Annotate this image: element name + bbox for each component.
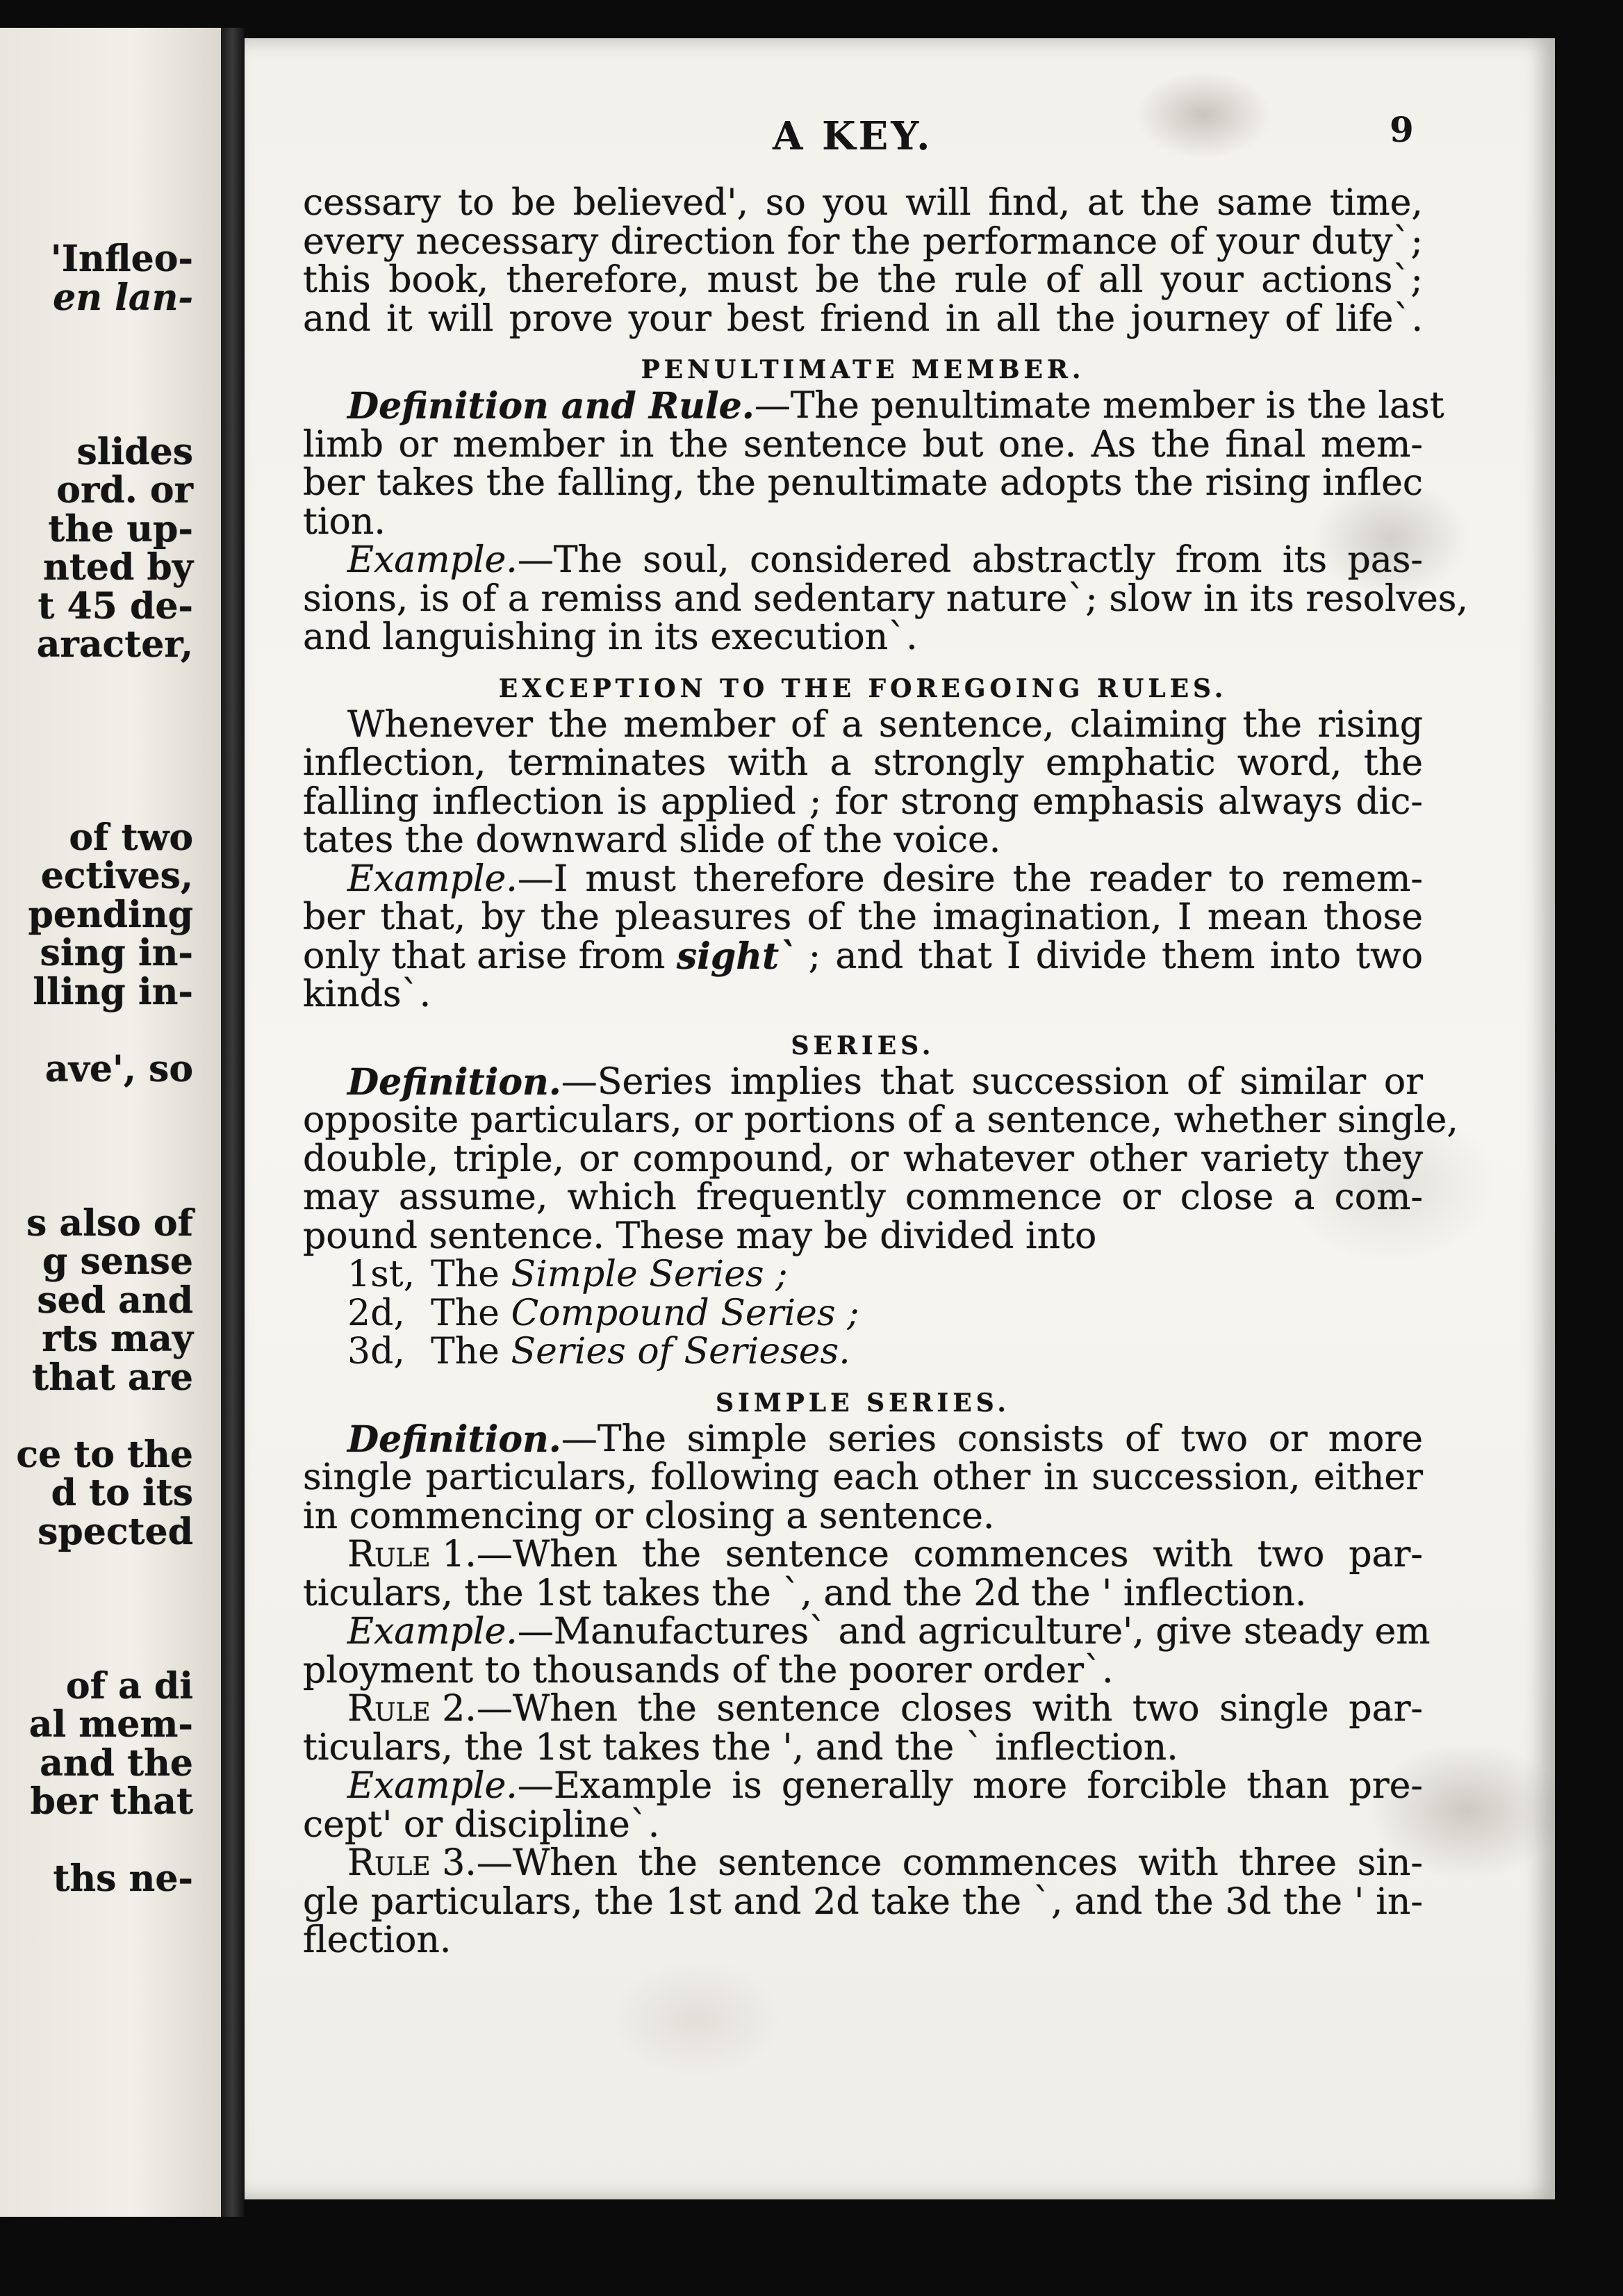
left-page-text-fragment: nted by xyxy=(43,546,193,589)
text-line xyxy=(303,780,1423,823)
left-page-text-fragment: aracter, xyxy=(36,623,193,666)
text-run: limb or member in the sentence but one. As the final mem- xyxy=(303,423,1423,466)
text-run: gle particulars, the 1st and 2d take the `, and the 3d the ' in- xyxy=(303,1880,1423,1923)
word: the xyxy=(1140,182,1200,224)
text-line xyxy=(303,1176,1423,1218)
word: your xyxy=(628,297,711,340)
word: all xyxy=(1098,259,1144,301)
left-page-text-fragment: of a di xyxy=(65,1664,193,1707)
list-item xyxy=(303,1256,1423,1295)
word: duty`; xyxy=(1311,220,1423,263)
text-line xyxy=(303,1921,1423,1960)
left-page-text-fragment: ce to the xyxy=(16,1433,193,1476)
example-label: Example. xyxy=(347,858,518,900)
text-line xyxy=(303,464,1423,503)
word: performance xyxy=(922,220,1157,263)
text-line xyxy=(303,261,1423,300)
text-line xyxy=(303,385,1444,427)
word: therefore, xyxy=(506,259,690,301)
text-run: tates the downward slide of the voice. xyxy=(303,819,1001,861)
text-run: —When the sentence closes with two single par- xyxy=(476,1688,1423,1730)
left-page-text-fragment: al mem- xyxy=(28,1703,193,1746)
text-run: flection. xyxy=(303,1919,452,1961)
definition-label: Definition. xyxy=(347,1060,561,1104)
text-line xyxy=(303,618,1423,657)
section-heading-series: SERIES. xyxy=(791,1031,935,1060)
text-line xyxy=(303,744,1423,783)
text-run: inflection, terminates with a strongly emphatic word, the xyxy=(303,742,1423,784)
text-run: pound sentence. These may be divided into xyxy=(303,1215,1097,1257)
list-number: 1st, xyxy=(347,1254,415,1295)
word: to xyxy=(458,182,495,224)
left-page-text-fragment: sed and xyxy=(37,1279,193,1322)
example-label: Example. xyxy=(347,539,518,581)
left-page-text-fragment: that are xyxy=(32,1356,193,1399)
section-heading-penultimate: PENULTIMATE MEMBER. xyxy=(641,355,1085,384)
text-run: The xyxy=(431,1331,500,1372)
example-label: Example. xyxy=(347,1611,518,1653)
word: the xyxy=(851,220,911,263)
text-line xyxy=(303,1140,1423,1179)
word: must xyxy=(707,259,798,301)
text-line xyxy=(303,577,1468,620)
text-line xyxy=(303,541,1423,580)
word: you xyxy=(823,182,889,224)
rule-label: Rule 2. xyxy=(347,1688,477,1730)
left-page-text-fragment: s also of xyxy=(26,1202,193,1245)
word: in xyxy=(945,297,980,340)
series-name: Compound Series ; xyxy=(511,1292,859,1334)
text-line xyxy=(303,1099,1458,1141)
left-page-text-fragment: d to its xyxy=(51,1472,193,1514)
previous-page-fragment xyxy=(0,28,221,2217)
book-gutter xyxy=(221,28,245,2217)
text-line xyxy=(303,703,1423,746)
intro-paragraph xyxy=(303,184,1423,338)
text-line xyxy=(303,1420,1423,1459)
text-line xyxy=(303,1217,1423,1256)
word: find, xyxy=(988,182,1071,224)
text-line xyxy=(303,1844,1423,1883)
word: actions`; xyxy=(1261,259,1423,301)
word: of xyxy=(1045,259,1081,301)
list-item xyxy=(303,1333,1423,1372)
text-line xyxy=(303,1060,1423,1104)
text-run: double, triple, or compound, or whatever other variety they xyxy=(303,1138,1423,1180)
left-page-text-fragment: spected xyxy=(38,1510,193,1553)
left-page-text-fragment: the up- xyxy=(48,507,193,550)
text-run: and languishing in its execution`. xyxy=(303,616,918,658)
word: cessary xyxy=(303,182,441,224)
text-run: ; and that I divide them into two xyxy=(808,935,1423,977)
text-run: falling inflection is applied ; for strong emphasis always dic- xyxy=(303,780,1423,823)
definition-label: Definition and Rule. xyxy=(347,385,755,427)
text-run: only that arise from xyxy=(303,935,666,977)
list-number: 2d, xyxy=(347,1292,405,1334)
text-run: —Example is generally more forcible than pre- xyxy=(517,1765,1423,1807)
text-line xyxy=(303,500,1423,543)
page-header xyxy=(245,109,1555,162)
text-line xyxy=(303,860,1423,899)
text-line xyxy=(303,1572,1423,1614)
word: be xyxy=(511,182,557,224)
text-run: sions, is of a remiss and sedentary nature`; slow in its resolves, xyxy=(303,577,1468,620)
list-number: 3d, xyxy=(347,1331,405,1372)
text-run: tion. xyxy=(303,500,386,543)
left-page-text-fragment: pending xyxy=(28,893,193,936)
left-page-text-fragment: ectives, xyxy=(40,855,193,897)
text-run: —When the sentence commences with two par- xyxy=(476,1534,1423,1575)
word: all xyxy=(996,297,1041,340)
word: of xyxy=(1285,297,1320,340)
word: and xyxy=(303,297,371,340)
running-title: A KEY. xyxy=(773,113,933,159)
text-run: —When the sentence commences with three sin- xyxy=(476,1842,1423,1884)
left-page-text-fragment: sing in- xyxy=(40,932,193,974)
word: every xyxy=(303,220,404,263)
word: so xyxy=(765,182,806,224)
text-run: —The penultimate member is the last xyxy=(754,385,1444,427)
text-line xyxy=(303,937,1423,976)
left-page-text-fragment: ave', so xyxy=(44,1047,193,1090)
rule-label: Rule 1. xyxy=(347,1534,477,1575)
text-line xyxy=(303,1690,1423,1729)
text-line xyxy=(303,1611,1431,1653)
left-page-text-fragment: ord. or xyxy=(56,469,193,511)
word: it xyxy=(386,297,413,340)
left-page-text-fragment: ber that xyxy=(30,1780,193,1823)
page-number: 9 xyxy=(1390,109,1414,150)
word: your xyxy=(1217,220,1300,263)
text-line xyxy=(303,896,1423,938)
text-line xyxy=(303,1880,1423,1923)
text-line xyxy=(303,1726,1423,1769)
text-run: may assume, which frequently commence or close a com- xyxy=(303,1176,1423,1218)
left-page-text-fragment: lling in- xyxy=(33,970,193,1013)
text-run: single particulars, following each other in succession, either xyxy=(303,1457,1423,1498)
word: your xyxy=(1160,259,1244,301)
word: journey xyxy=(1130,297,1269,340)
text-run: ber that, by the pleasures of the imagination, I mean those xyxy=(303,896,1423,938)
word: book, xyxy=(388,259,489,301)
series-name: Series of Serieses. xyxy=(511,1331,850,1372)
word: best xyxy=(727,297,805,340)
emphasis-word: sight` xyxy=(676,935,798,978)
left-page-text-fragment: rts may xyxy=(42,1318,193,1360)
book-page xyxy=(245,38,1555,2199)
word: believed', xyxy=(572,182,749,224)
text-run: ployment to thousands of the poorer order`. xyxy=(303,1649,1114,1691)
text-line xyxy=(303,1495,1423,1537)
left-page-text-fragment: 'Infleo- xyxy=(50,238,193,280)
text-line xyxy=(303,1459,1423,1498)
left-page-text-fragment: t 45 de- xyxy=(38,584,193,628)
rule-label: Rule 3. xyxy=(347,1842,477,1884)
word: this xyxy=(303,259,371,301)
text-line xyxy=(303,821,1423,860)
text-run: opposite particulars, or portions of a sentence, whether single, xyxy=(303,1099,1458,1141)
word: rule xyxy=(954,259,1028,301)
text-run: —The simple series consists of two or more xyxy=(561,1418,1423,1460)
section-heading-exception: EXCEPTION TO THE FOREGOING RULES. xyxy=(498,673,1228,703)
text-run: in commencing or closing a sentence. xyxy=(303,1495,995,1537)
text-line xyxy=(303,1536,1423,1575)
word: direction xyxy=(610,220,775,263)
left-page-text-fragment: and the xyxy=(40,1741,193,1785)
text-run: —I must therefore desire the reader to remem- xyxy=(517,858,1423,900)
text-run: cept' or discipline`. xyxy=(303,1803,660,1846)
left-page-text-fragment: ths ne- xyxy=(53,1858,193,1900)
word: will xyxy=(905,182,971,224)
text-run: kinds`. xyxy=(303,974,431,1015)
example-label: Example. xyxy=(347,1765,518,1807)
text-line xyxy=(303,423,1423,466)
text-run: The xyxy=(431,1254,500,1295)
left-page-text-fragment: g sense xyxy=(42,1240,193,1283)
text-line xyxy=(303,1803,1423,1846)
text-run: ber takes the falling, the penultimate adopts the rising inflec xyxy=(303,462,1423,504)
text-run: Whenever the member of a sentence, claiming the rising xyxy=(347,703,1423,746)
word: same xyxy=(1217,182,1313,224)
word: the xyxy=(878,259,937,301)
text-run: —The soul, considered abstractly from its pas- xyxy=(517,539,1423,581)
word: the xyxy=(1055,297,1116,340)
text-line xyxy=(303,976,1423,1015)
page-text xyxy=(303,182,1468,1961)
text-line xyxy=(303,220,1423,263)
text-run: —Manufactures` and agriculture', give steady em xyxy=(517,1611,1431,1653)
definition-label: Definition. xyxy=(347,1418,561,1461)
text-run: ticulars, the 1st takes the ', and the ` inflection. xyxy=(303,1726,1178,1769)
text-run: ticulars, the 1st takes the `, and the 2d the ' inflection. xyxy=(303,1572,1307,1614)
series-name: Simple Series ; xyxy=(511,1254,788,1295)
word: friend xyxy=(820,297,930,340)
left-page-text-fragment: of two xyxy=(69,816,193,859)
word: at xyxy=(1087,182,1123,224)
word: for xyxy=(786,220,840,263)
text-line xyxy=(303,1767,1423,1806)
text-line xyxy=(303,1649,1423,1691)
word: will xyxy=(428,297,494,340)
word: of xyxy=(1169,220,1205,263)
text-run: —Series implies that succession of similar or xyxy=(561,1060,1423,1103)
word: be xyxy=(815,259,860,301)
word: life`. xyxy=(1335,297,1423,340)
word: prove xyxy=(509,297,613,340)
section-heading-simple-series: SIMPLE SERIES. xyxy=(716,1388,1010,1418)
text-line xyxy=(303,297,1423,340)
text-line xyxy=(303,184,1423,223)
word: necessary xyxy=(415,220,599,263)
word: time, xyxy=(1329,182,1423,224)
list-item xyxy=(303,1292,1423,1334)
left-page-text-fragment: en lan- xyxy=(53,276,193,319)
left-page-text-fragment: slides xyxy=(76,430,193,473)
text-run: The xyxy=(431,1292,500,1334)
